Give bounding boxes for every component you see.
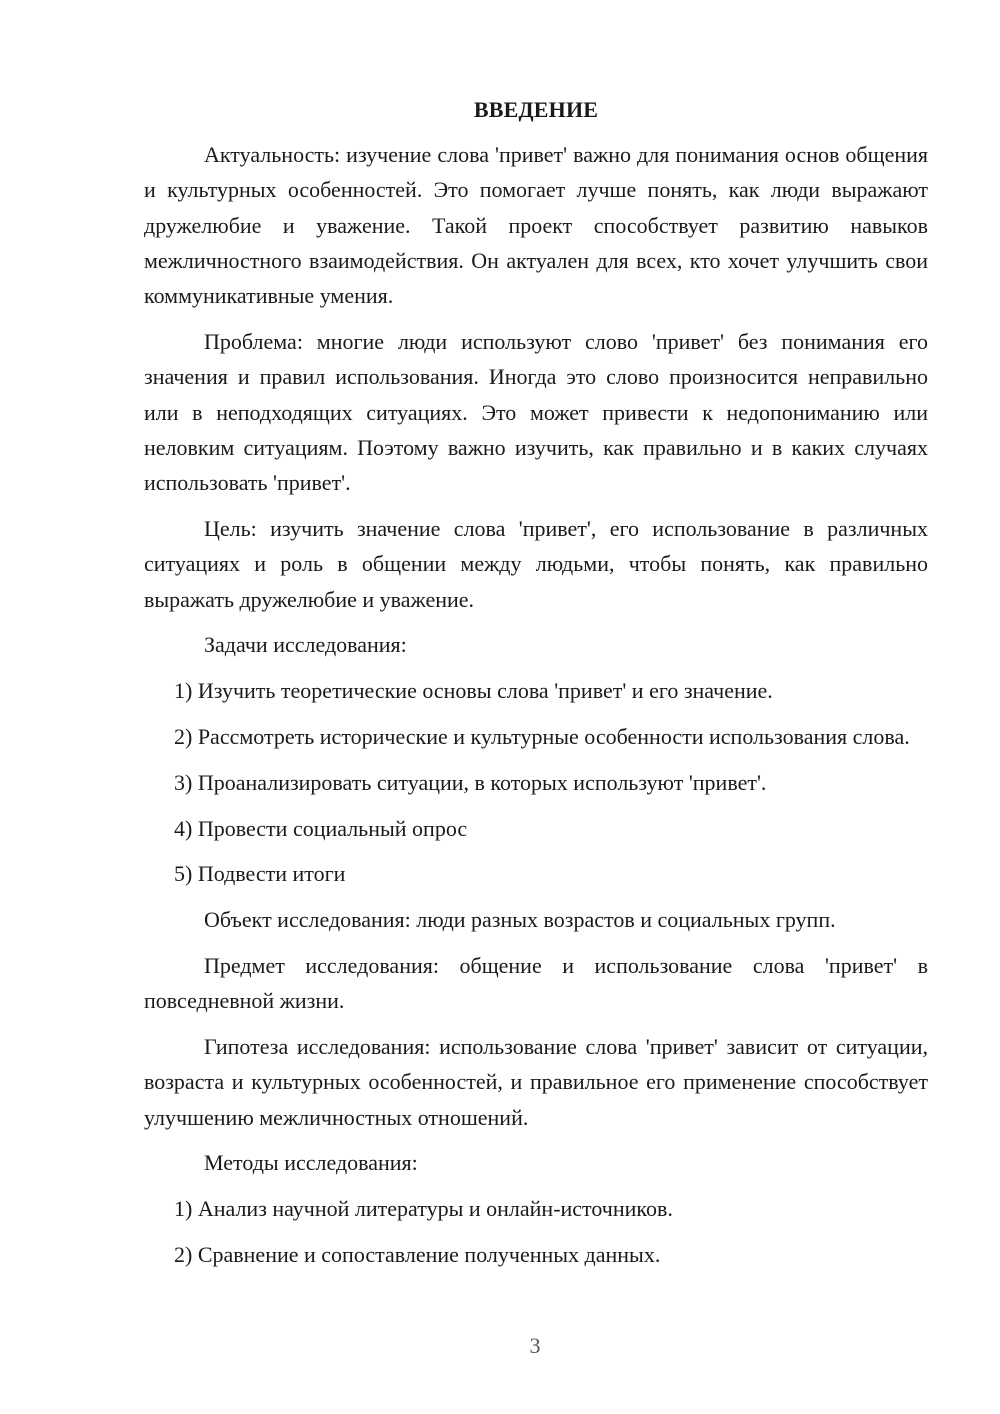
task-item-1: 1) Изучить теоретические основы слова 'привет' и его значение. xyxy=(174,678,773,704)
page-content xyxy=(144,95,928,1283)
paragraph-object: Объект исследования: люди разных возрастов и социальных групп. xyxy=(204,907,836,933)
methods-heading: Методы исследования: xyxy=(204,1150,418,1176)
task-item-5: 5) Подвести итоги xyxy=(174,861,346,887)
section-title: ВВЕДЕНИЕ xyxy=(473,97,599,122)
method-item-1: 1) Анализ научной литературы и онлайн-источников. xyxy=(174,1196,673,1222)
paragraph-relevance: Актуальность: изучение слова 'привет' важно для понимания основ общения и культурных особенностей. Это помогает лучше понять, как люди выражают дружелюбие и уважение. Такой проект способствует развитию навыков межличностного взаимодействия. Он актуален для всех, кто хочет улучшить свои коммуникативные умения. xyxy=(144,142,928,309)
page-number: 3 xyxy=(529,1333,541,1358)
paragraph-subject: Предмет исследования: общение и использование слова 'привет' в повседневной жизни. xyxy=(144,952,928,1014)
task-item-4: 4) Провести социальный опрос xyxy=(174,815,468,841)
method-item-2: 2) Сравнение и сопоставление полученных данных. xyxy=(174,1242,661,1268)
paragraph-goal: Цель: изучить значение слова 'привет', его использование в различных ситуациях и роль в общении между людьми, чтобы понять, как правильно выражать дружелюбие и уважение. xyxy=(144,515,928,612)
task-item-3: 3) Проанализировать ситуации, в которых используют 'привет'. xyxy=(174,769,767,795)
paragraph-problem: Проблема: многие люди используют слово 'привет' без понимания его значения и правил использования. Иногда это слово произносится неправильно или в неподходящих ситуациях. Это может привести к недопониманию или неловким ситуациям. Поэтому важно изучить, как правильно и в каких случаях использовать 'привет'. xyxy=(144,328,928,496)
task-item-2: 2) Рассмотреть исторические и культурные особенности использования слова. xyxy=(174,723,910,749)
tasks-heading: Задачи исследования: xyxy=(204,632,407,658)
paragraph-hypothesis: Гипотеза исследования: использование слова 'привет' зависит от ситуации, возраста и культурных особенностей, и правильное его применение способствует улучшению межличностных отношений. xyxy=(144,1034,928,1130)
